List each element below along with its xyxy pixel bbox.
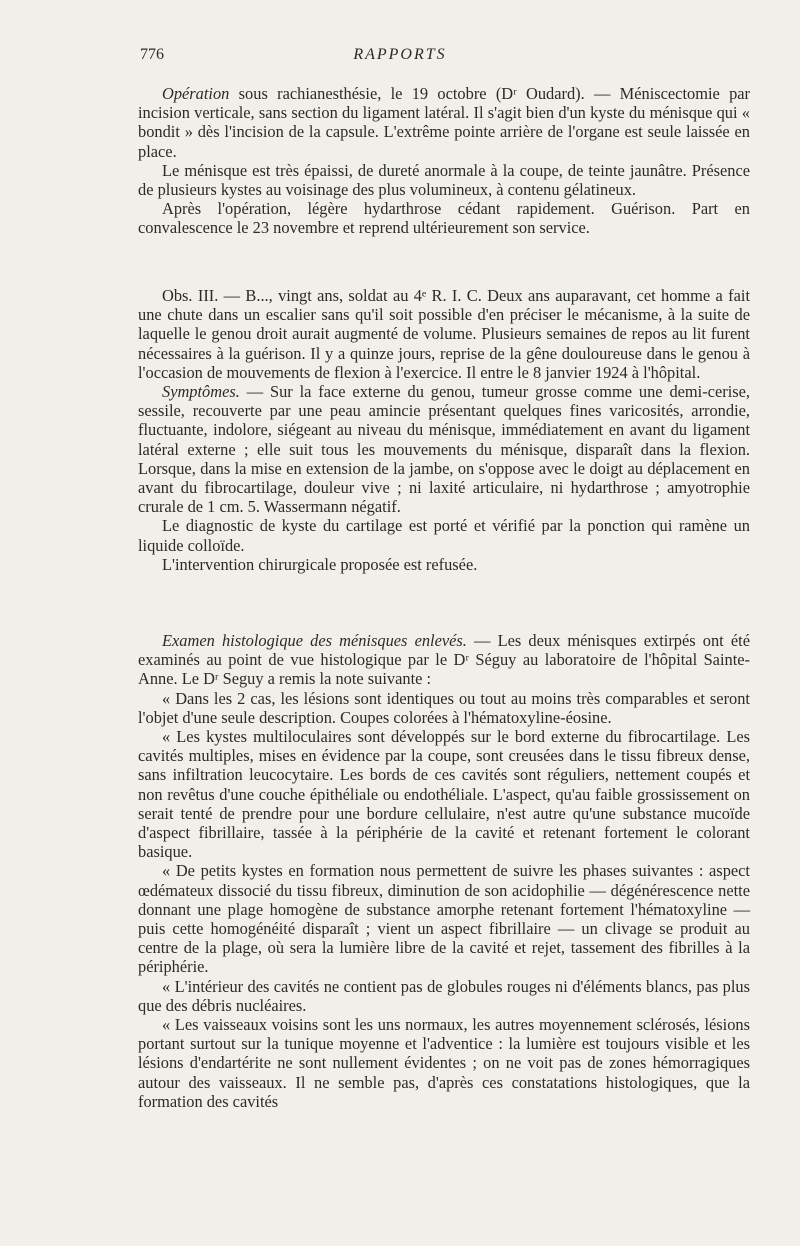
paragraph-text: Le ménisque est très épaissi, de dureté anormale à la coupe, de teinte jaunâtre. Présence de plusieurs kystes au voisinage des plus volumineux, à contenu gélatineux. [138,160,750,200]
page-header [0,46,800,66]
paragraph-lead: Opération [162,84,230,103]
paragraph [138,516,750,554]
paragraph [138,727,750,861]
paragraph [138,689,750,727]
paragraph [138,555,750,574]
paragraph-text: « L'intérieur des cavités ne contient pas de globules rouges ni d'éléments blancs, pas plus que des débris nucléaires. [138,976,750,1015]
paragraph [138,861,750,976]
paragraph [138,631,750,689]
page-number: 776 [140,46,164,63]
paragraph [138,382,750,516]
paragraph-text: — Sur la face externe du genou, tumeur grosse comme une demi-cerise, sessile, recouverte par une peau amincie présentant quelques fines varicosités, arrondie, fluctuante, indolore, siégeant au niveau du ménisque, immédiatement en avant du ligament latéral externe ; elle suit tous les mouvements du ménisque, disparaît dans la flexion. Lorsque, dans la mise en extension de la jambe, on s'oppose avec le doigt au déplacement en avant du fibrocartilage, douleur vive ; ni laxité articulaire, ni hydarthrose ; amyotrophie crurale de 1 cm. 5. Wassermann négatif. [138,382,750,517]
running-title: RAPPORTS [353,46,447,63]
paragraph-text: « Les kystes multiloculaires sont développés sur le bord externe du fibrocartilage. Les cavités multiples, mises en évidence par la coupe, sont creusées dans le tissu fibreux dense, sans infiltration leucocytaire. Les bords de ces cavités sont réguliers, nettement coupés et non revêtus d'une couche épithéliale ou endothéliale. L'aspect, qu'au faible grossissement on serait tenté de prendre pour une bordure cellulaire, n'est autre qu'une substance mucoïde d'aspect fibrillaire, tassée à la périphérie de la cavité et retenant fortement le colorant basique. [138,727,750,862]
paragraph [138,286,750,382]
paragraph-text: Le diagnostic de kyste du cartilage est porté et vérifié par la ponction qui ramène un liquide colloïde. [138,516,750,555]
paragraph [138,84,750,161]
text-block-operation [138,84,750,238]
paragraph-text: sous rachianesthésie, le 19 octobre (Dʳ Oudard). — Méniscectomie par incision verticale, sans section du ligament latéral. Il s'agit bien d'un kyste du ménisque qui « bondit » dès l'incision de la capsule. L'extrême pointe arrière de l'organe est seule laissée en place. [138,84,750,161]
paragraph-text: — Les deux ménisques extirpés ont été examinés au point de vue histologique par le Dʳ Séguy au laboratoire de l'hôpital Sainte-Anne. Le Dʳ Seguy a remis la note suivante : [138,631,750,689]
paragraph-text: « Dans les 2 cas, les lésions sont identiques ou tout au moins très comparables et seront l'objet d'une seule description. Coupes colorées à l'hématoxyline-éosine. [138,688,750,727]
paragraph [138,977,750,1015]
paragraph [138,1015,750,1111]
paragraph-text: « Les vaisseaux voisins sont les uns normaux, les autres moyennement sclérosés, lésions portant surtout sur la tunique moyenne et l'adventice : la lumière est toujours visible et les lésions d'endartérite ne sont nullement évidentes ; on ne voit pas de zones hémorragiques autour des vaisseaux. Il ne semble pas, d'après ces constatations histologiques, que la formation des cavités [138,1015,750,1111]
text-block-observation [138,286,750,574]
paragraph-lead: Examen histologique des ménisques enlevés. [162,631,467,650]
paragraph-text: Après l'opération, légère hydarthrose cédant rapidement. Guérison. Part en convalescence le 23 novembre et reprend ultérieurement son service. [138,199,750,238]
paragraph-text: Obs. III. — B..., vingt ans, soldat au 4ᵉ R. I. C. Deux ans auparavant, cet homme a fait une chute dans un escalier sans qu'il soit possible d'en préciser le mécanisme, à la suite de laquelle le genou droit aurait augmenté de volume. Plusieurs semaines de repos au lit furent nécessaires à la guérison. Il y a quinze jours, reprise de la gêne douloureuse dans le genou à l'occasion de mouvements de flexion à l'exercice. Il entre le 8 janvier 1924 à l'hôpital. [138,286,750,382]
paragraph [138,161,750,199]
paragraph-lead: Symptômes. [162,382,240,402]
paragraph-text: « De petits kystes en formation nous permettent de suivre les phases suivantes : aspect œdémateux dissocié du tissu fibreux, diminution de son acidophilie — dégénérescence nette donnant une plage homogène de substance amorphe retenant fortement l'hématoxyline — puis cette homogénéité disparaît ; vient un aspect fibrillaire — un clivage se produit au centre de la plage, où sera la lumière libre de la cavité et rejet, tassement des fibrilles à la périphérie. [138,861,750,977]
text-block-histology [138,631,750,1111]
paragraph [138,199,750,237]
paragraph-text: L'intervention chirurgicale proposée est refusée. [162,554,478,574]
